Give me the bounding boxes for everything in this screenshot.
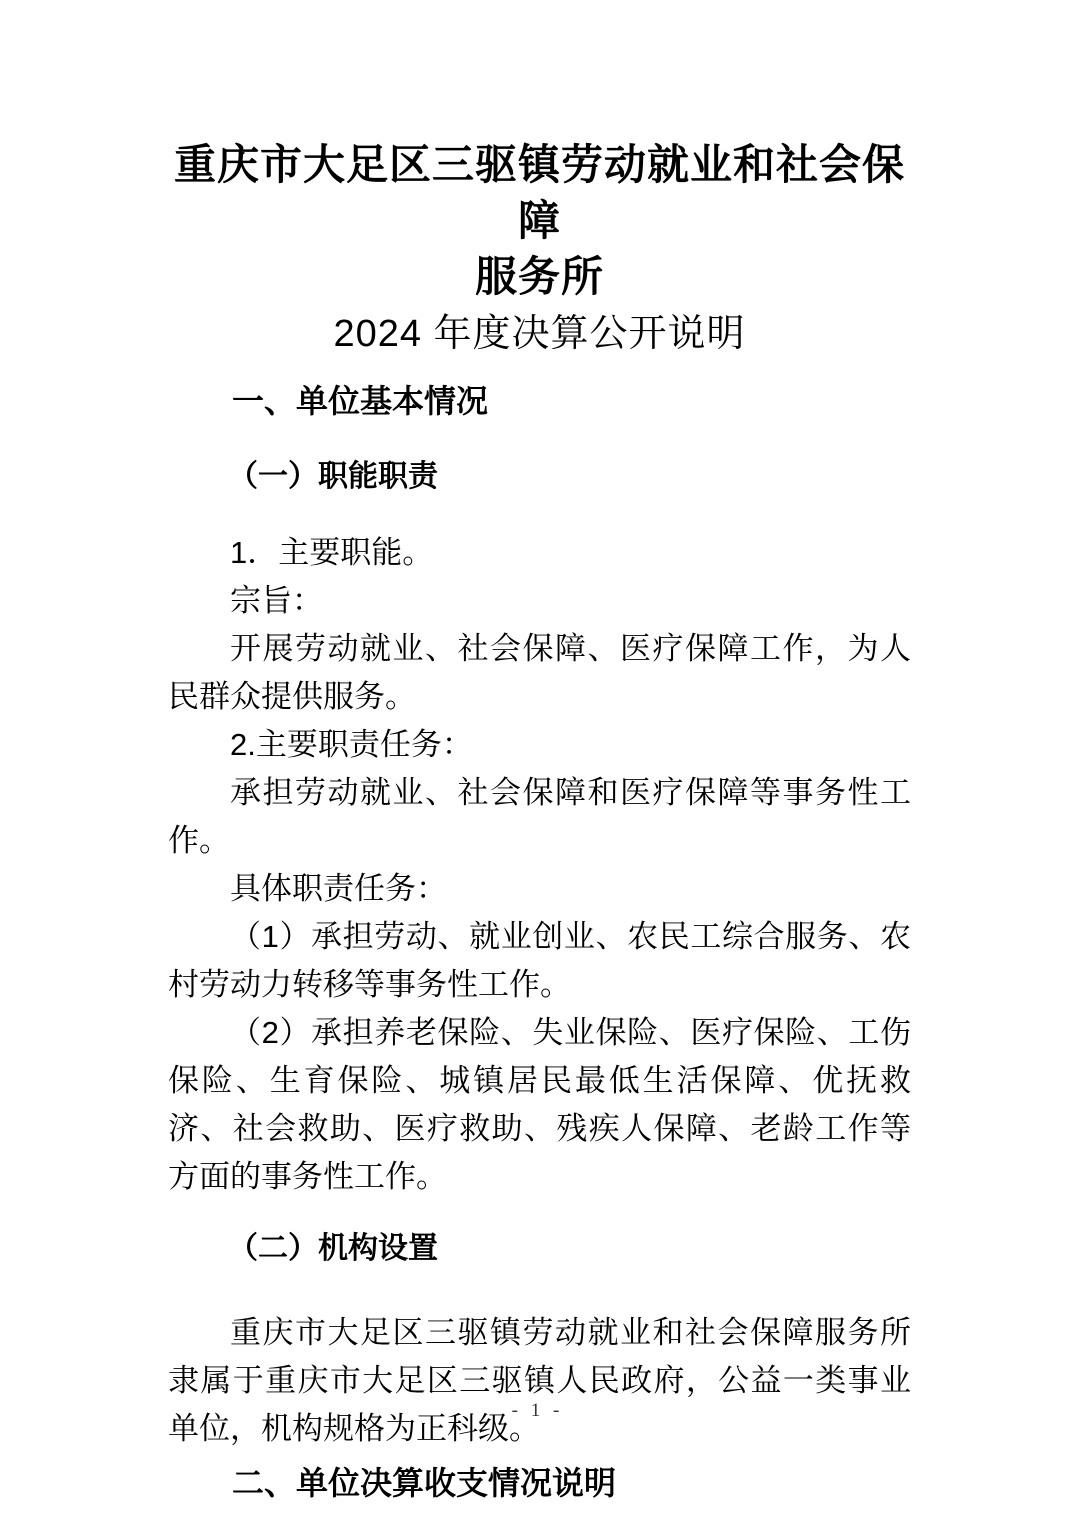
paragraph-duty-detail-label: 具体职责任务： — [230, 871, 447, 906]
subsection-1-2-heading: （二）机构设置 — [228, 1232, 438, 1265]
document-subtitle: 2024 年度决算公开说明 — [333, 313, 746, 355]
paragraph-purpose-label: 宗旨： — [230, 583, 323, 618]
section-1-heading: 一、单位基本情况 — [232, 383, 489, 419]
page-number: - 1 - — [511, 1400, 564, 1421]
paragraph-organization: 重庆市大足区三驱镇劳动就业和社会保障服务所隶属于重庆市大足区三驱镇人民政府，公益一类事业单位，机构规格为正科级。 — [168, 1315, 911, 1446]
paragraph-duty-label: 2.主要职责任务： — [230, 727, 473, 762]
paragraph-duty-item-2: （2）承担养老保险、失业保险、医疗保险、工伤保险、生育保险、城镇居民最低生活保障、优抚救济、社会救助、医疗救助、残疾人保障、老龄工作等方面的事务性工作。 — [168, 1015, 911, 1194]
document-title-line-1: 重庆市大足区三驱镇劳动就业和社会保障 — [173, 141, 905, 244]
paragraph-purpose: 开展劳动就业、社会保障、医疗保障工作，为人民群众提供服务。 — [168, 631, 911, 714]
document-title-line-2: 服务所 — [474, 253, 604, 300]
paragraph-main-function: 1．主要职能。 — [230, 535, 434, 570]
paragraph-duty-summary: 承担劳动就业、社会保障和医疗保障等事务性工作。 — [168, 775, 911, 858]
paragraph-duty-item-1: （1）承担劳动、就业创业、农民工综合服务、农村劳动力转移等事务性工作。 — [168, 919, 911, 1002]
section-2-heading: 二、单位决算收支情况说明 — [232, 1465, 617, 1501]
subsection-1-1-heading: （一）职能职责 — [228, 460, 438, 493]
